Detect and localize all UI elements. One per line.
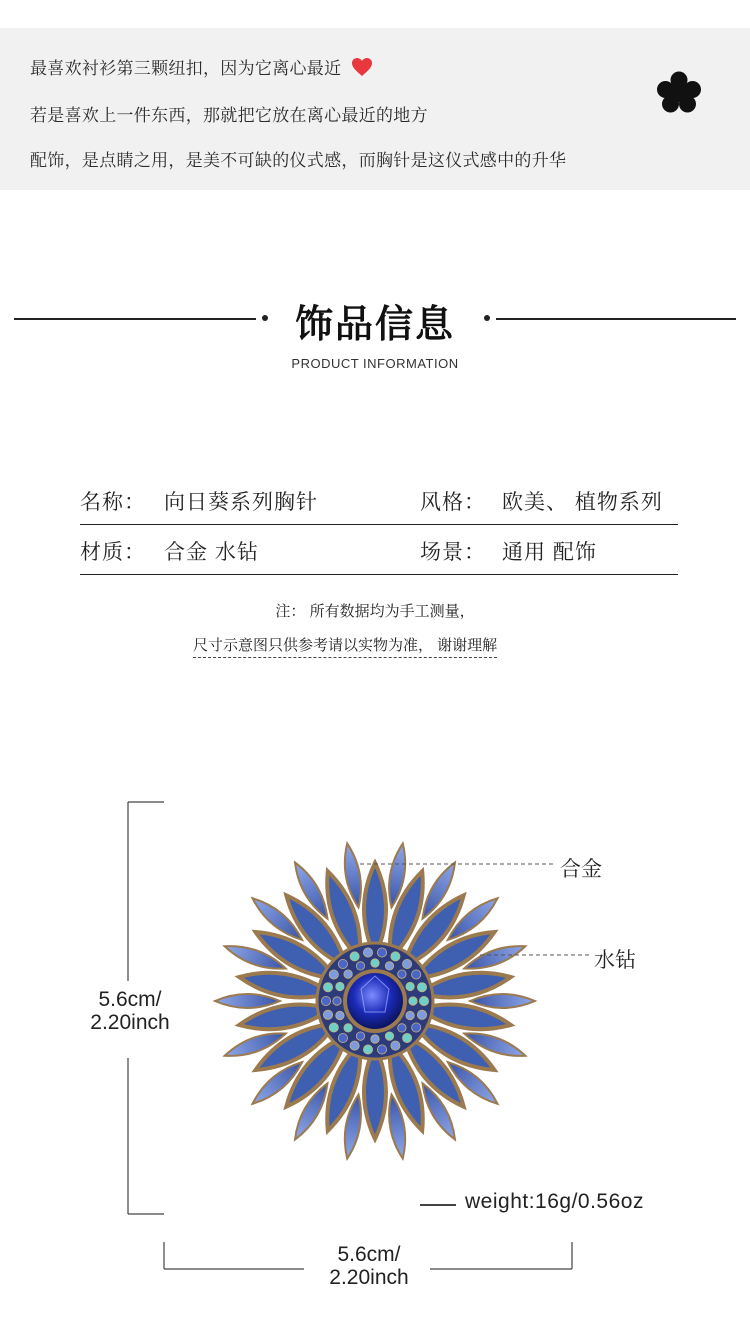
weight-dash	[420, 1204, 456, 1206]
callout-alloy: 合金	[560, 858, 602, 881]
ring-stone	[371, 1035, 379, 1043]
ring-stone	[338, 1033, 347, 1042]
width-value-inch: 2.20inch	[329, 1266, 409, 1289]
ring-stone	[403, 1033, 412, 1042]
ring-stone	[350, 952, 359, 961]
banner-text-1: 最喜欢衬衫第三颗纽扣，因为它离心最近	[30, 59, 342, 78]
style-value: 欧美、 植物系列	[502, 491, 663, 514]
section-title: 饰品信息	[294, 304, 455, 346]
ring-stone	[377, 1045, 386, 1054]
ring-stone	[417, 983, 426, 992]
ring-stone	[323, 1010, 332, 1019]
flower-icon	[655, 70, 703, 119]
ring-stone	[344, 970, 352, 978]
note-line-1: 注： 所有数据均为手工测量，	[275, 603, 475, 620]
ring-stone	[333, 997, 341, 1005]
style-label: 风格：	[420, 491, 486, 514]
heart-icon	[351, 57, 373, 82]
width-label	[308, 1243, 430, 1289]
outer-crystal-petal	[215, 994, 280, 1008]
material-label: 材质：	[80, 541, 146, 564]
ring-stone	[329, 970, 338, 979]
banner-line-1	[30, 54, 373, 82]
ring-stone	[321, 996, 330, 1005]
height-value-inch: 2.20inch	[90, 1011, 170, 1034]
height-value-cm: 5.6cm/	[98, 988, 162, 1011]
ring-stone	[336, 982, 344, 990]
note-line-2: 尺寸示意图只供参考请以实物为准， 谢谢理解	[193, 634, 497, 658]
center-gem	[347, 973, 403, 1029]
heading-dot-right	[484, 315, 490, 321]
banner-line-2: 若是喜欢上一件东西，那就把它放在离心最近的地方	[30, 106, 428, 125]
ring-stone	[406, 982, 414, 990]
ring-stone	[338, 959, 347, 968]
ring-stone	[323, 983, 332, 992]
scene-label: 场景：	[420, 541, 486, 564]
ring-stone	[329, 1023, 338, 1032]
heading-rule-right	[496, 318, 736, 320]
name-value: 向日葵系列胸针	[164, 491, 318, 514]
scene-value: 通用 配饰	[502, 541, 597, 564]
height-label	[70, 988, 190, 1034]
callout-rhinestone: 水钻	[594, 949, 636, 972]
ring-stone	[363, 1045, 372, 1054]
ring-stone	[350, 1041, 359, 1050]
ring-stone	[406, 1011, 414, 1019]
outer-crystal-petal	[470, 994, 535, 1008]
ring-stone	[409, 997, 417, 1005]
ring-stone	[385, 1032, 393, 1040]
weight-label: weight:16g/0.56oz	[465, 1190, 644, 1213]
section-subtitle: PRODUCT INFORMATION	[291, 356, 459, 371]
name-label: 名称：	[80, 491, 146, 514]
ring-stone	[419, 996, 428, 1005]
ring-stone	[336, 1011, 344, 1019]
ring-stone	[398, 1024, 406, 1032]
banner-line-3: 配饰，是点睛之用，是美不可缺的仪式感，而胸针是这仪式感中的升华	[30, 151, 567, 170]
ring-stone	[356, 1032, 364, 1040]
info-row-1	[80, 474, 678, 525]
ring-stone	[391, 1041, 400, 1050]
material-value: 合金 水钻	[164, 541, 259, 564]
ring-stone	[417, 1010, 426, 1019]
info-row-2	[80, 524, 678, 575]
ring-stone	[412, 1023, 421, 1032]
width-value-cm: 5.6cm/	[337, 1243, 401, 1266]
ring-stone	[344, 1024, 352, 1032]
